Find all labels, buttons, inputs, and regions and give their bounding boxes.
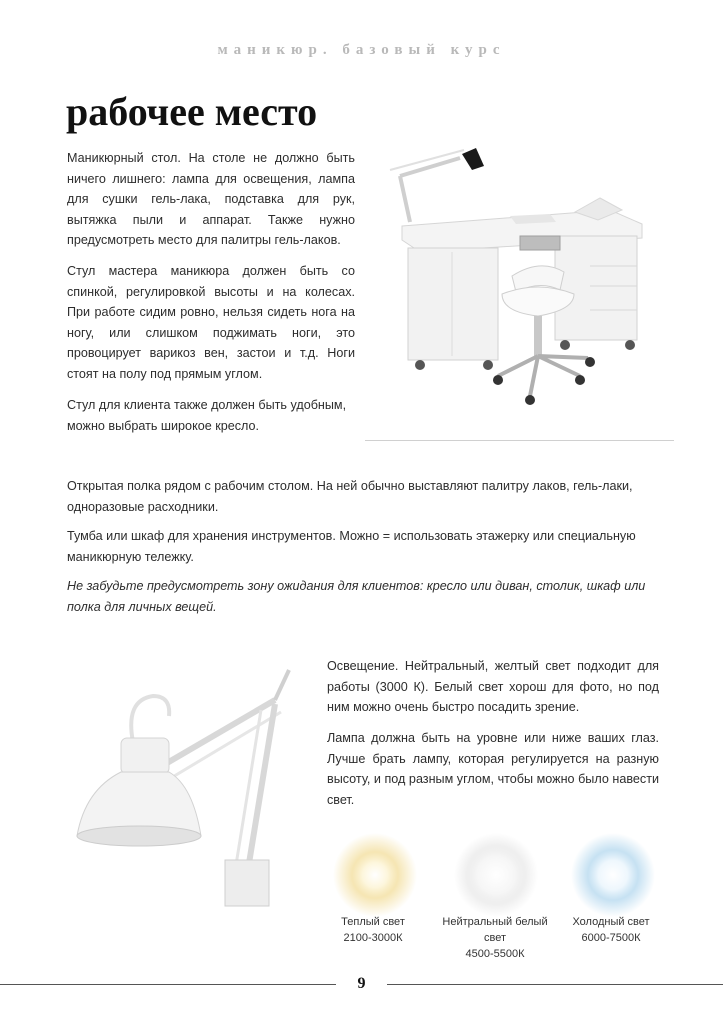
running-header: маникюр. базовый курс xyxy=(217,42,506,58)
neutral-light-glow xyxy=(454,833,538,917)
manicure-desk-illustration xyxy=(380,140,670,420)
warm-light-label: Теплый свет 2100-3000К xyxy=(341,916,405,944)
section-divider xyxy=(365,440,674,441)
paragraph-master-chair: Стул мастера маникюра должен быть со спинкой, регулировкой высоты и на колесах. При работе сидим ровно, нельзя сидеть нога на ногу, или слишком поджимать ноги, это провоцирует варикоз вен, застои и т.д. Ноги стоят на полу под прямым углом. xyxy=(67,264,355,381)
paragraph-client-chair: Стул для клиента также должен быть удобным, можно выбрать широкое кресло. xyxy=(67,398,347,433)
warm-light-glow xyxy=(333,833,417,917)
light-samples xyxy=(320,830,670,920)
desk-lamp-illustration xyxy=(75,660,315,920)
neutral-light-label: Нейтральный белый свет 4500-5500К xyxy=(442,916,548,960)
page-number: 9 xyxy=(357,975,366,992)
paragraph-lighting: Освещение. Нейтральный, желтый свет подходит для работы (3000 К). Белый свет хорош для фото, но под ним можно очень быстро посадить зрение. xyxy=(327,659,659,714)
cold-light-label: Холодный свет 6000-7500К xyxy=(572,916,650,944)
paragraph-waiting-zone: Не забудьте предусмотреть зону ожидания для клиентов: кресло или диван, столик, шкаф или полка для личных вещей. xyxy=(67,579,646,614)
paragraph-storage: Тумба или шкаф для хранения инструментов. Можно = использовать этажерку или специальную маникюрную тележку. xyxy=(67,529,636,564)
paragraph-shelf: Открытая полка рядом с рабочим столом. На ней обычно выставляют палитру лаков, гель-лаки, одноразовые расходники. xyxy=(67,479,633,514)
paragraph-lamp-height: Лампа должна быть на уровне или ниже ваших глаз. Лучше брать лампу, которая регулируется на разную высоту, и под разным углом, чтобы можно было навести свет. xyxy=(327,731,659,807)
paragraph-desk: Маникюрный стол. На столе не должно быть ничего лишнего: лампа для освещения, лампа для сушки гель-лака, подставка для рук, вытяжка пыли и аппарат. Также нужно предусмотреть место для палитры гель-лаков. xyxy=(67,151,355,247)
page-title: рабочее место xyxy=(66,89,318,134)
cold-light-glow xyxy=(571,833,655,917)
